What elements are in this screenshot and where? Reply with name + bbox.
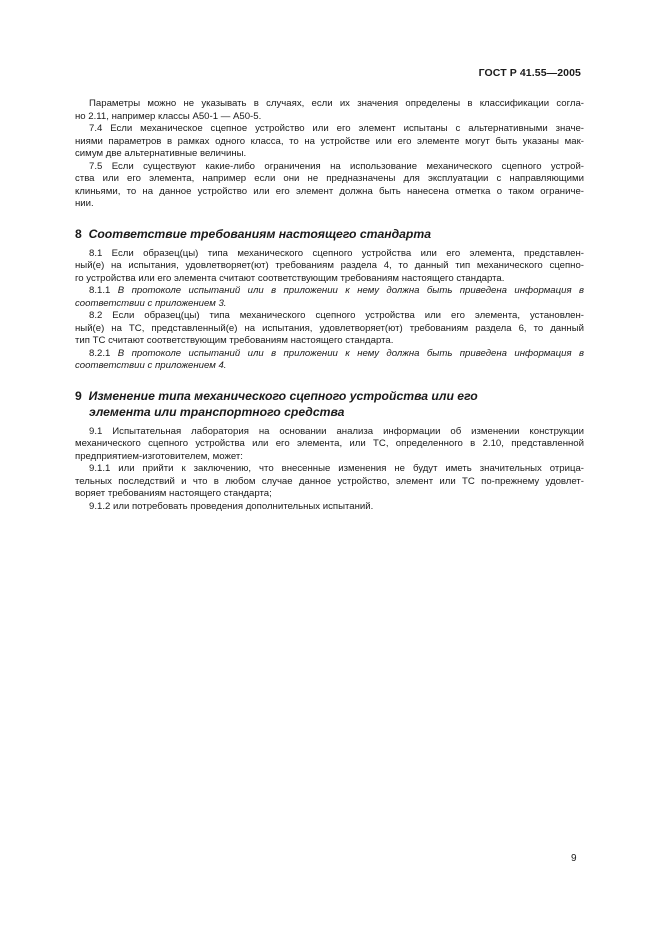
text-line: соответствии с приложением 3.: [75, 297, 227, 309]
section-title: Соответствие требованиям настоящего стандарта: [88, 226, 431, 241]
text-line: ства или его элемента, например если они не предназначены для эксплуатации с направляющими: [75, 173, 584, 184]
paragraph-9-1-1: [75, 463, 584, 501]
paragraph-parameters-note: [75, 98, 584, 123]
paragraph-7-4: [75, 123, 584, 161]
section-number: 9: [75, 388, 82, 403]
paragraph-8-2: [75, 310, 584, 348]
text-line: тельных последствий и что в любом случае данное устройство, элемент или ТС по-прежнему удовлет-: [75, 475, 584, 487]
clause-text: В протоколе испытаний или в приложении к нему должна быть приведена информация в: [117, 285, 584, 296]
page-number: 9: [571, 853, 577, 864]
text-line: воряет требованиям настоящего стандарта;: [75, 488, 272, 499]
text-line: ный(е) на испытания, удовлетворяет(ют) требованиям раздела 4, то данный тип механического сцепно-: [75, 260, 584, 271]
text-line: го устройства или его элемента считают соответствующим требованиям настоящего стандарта.: [75, 272, 505, 284]
text-line: ниями параметров в рамках одного класса, то на устройстве или его элементе могут быть указаны мак-: [75, 135, 584, 147]
text-line: 8.2 Если образец(цы) типа механического сцепного устройства или его элемента, установлен-: [89, 310, 584, 321]
paragraph-9-1-2: [75, 501, 584, 514]
section-number: 8: [75, 226, 82, 241]
text-line: 9.1.2 или потребовать проведения дополнительных испытаний.: [89, 500, 374, 512]
text-line: предприятием-изготовителем, может:: [75, 450, 243, 462]
text-line: Параметры можно не указывать в случаях, если их значения определены в классификации согла-: [89, 98, 584, 109]
section-8-heading: [75, 226, 584, 242]
text-line: соответствии с приложением 4.: [75, 360, 227, 371]
paragraph-8-2-1: [75, 348, 584, 373]
paragraph-8-1-1: [75, 285, 584, 310]
standard-code-header: ГОСТ Р 41.55—2005: [478, 67, 581, 79]
text-line: нии.: [75, 198, 94, 209]
text-line: 8.1 Если образец(цы) типа механического сцепного устройства или его элемента, представлен-: [89, 247, 584, 259]
paragraph-8-1: [75, 248, 584, 286]
text-line: 9.1 Испытательная лаборатория на основании анализа информации об изменении конструкции: [89, 425, 584, 437]
text-line: симум две альтернативные величины.: [75, 148, 247, 159]
clause-text: В протоколе испытаний или в приложении к нему должна быть приведена информация в: [117, 347, 584, 359]
section-title: Изменение типа механического сцепного устройства или его: [88, 388, 478, 403]
section-9-heading: [75, 388, 584, 420]
text-line: но 2.11, например классы А50-1 — А50-5.: [75, 110, 262, 122]
text-line: тип ТС считают соответствующим требованиям настоящего стандарта.: [75, 335, 394, 346]
text-line: 9.1.1 или прийти к заключению, что внесенные изменения не будут иметь значительных отрица-: [89, 463, 584, 474]
text-line: клиньями, то на данное устройство или его элемент должна быть нанесена отметка о таком ограниче-: [75, 185, 584, 197]
text-line: 7.4 Если механическое сцепное устройство или его элемент испытаны с альтернативными значе-: [89, 123, 584, 134]
paragraph-7-5: [75, 161, 584, 211]
text-line: 7.5 Если существуют какие-либо ограничения на использование механического сцепного устрой-: [89, 160, 584, 172]
clause-number: 8.1.1: [89, 285, 111, 296]
clause-number: 8.2.1: [89, 347, 111, 359]
text-line: ный(е) на ТС, представленный(е) на испытания, удовлетворяет(ют) требованиям раздела 6, то данный: [75, 322, 584, 334]
paragraph-9-1: [75, 426, 584, 464]
section-title-line: элемента или транспортного средства: [89, 404, 345, 419]
text-line: механического сцепного устройства или его элемента, или ТС, определенного в 2.10, представленной: [75, 438, 584, 449]
section-title-line: [75, 388, 584, 404]
text-line: [75, 348, 584, 361]
document-body: [75, 98, 584, 513]
text-line: [75, 285, 584, 298]
